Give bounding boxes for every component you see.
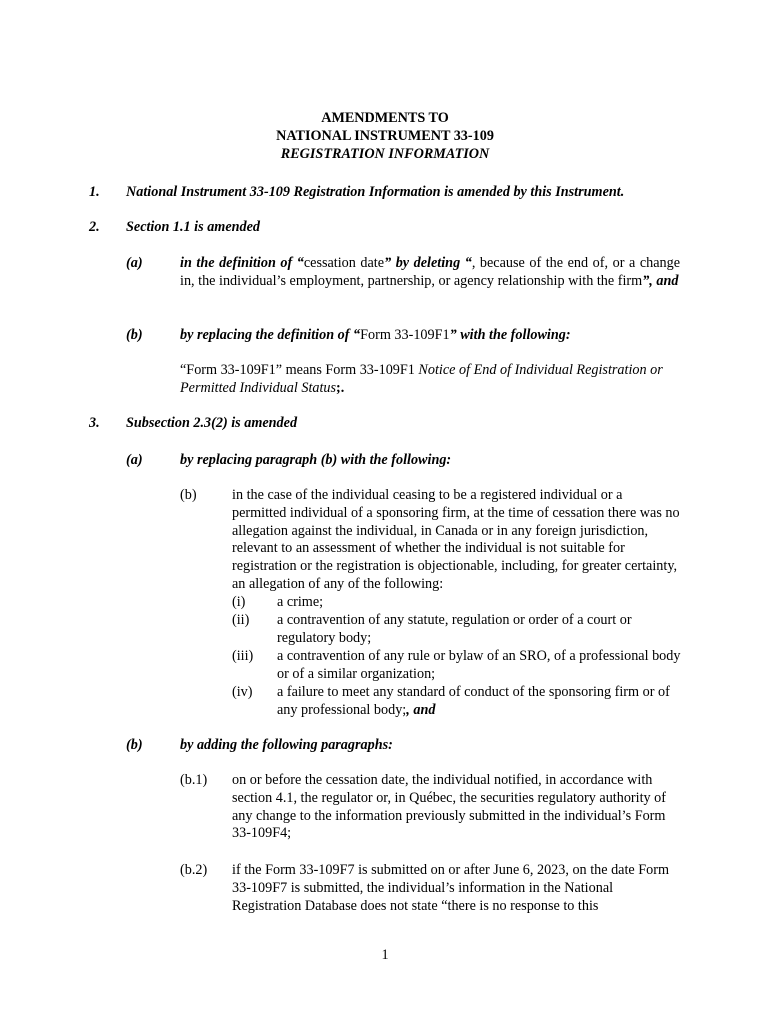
section-2a-deleted-text: , because of the end of, or a change in, the individual’s employment, partnership, or agency relationship with the firm bbox=[180, 255, 680, 289]
section-2b-text bbox=[180, 327, 680, 345]
subitem-i-text: a crime; bbox=[277, 594, 324, 610]
title-line-3: REGISTRATION INFORMATION bbox=[280, 146, 490, 162]
paragraph-b2-label: (b.2) bbox=[180, 862, 208, 878]
section-2b-quote bbox=[180, 362, 682, 398]
section-2-number: 2. bbox=[89, 219, 100, 235]
section-3-number: 3. bbox=[89, 415, 100, 431]
section-1-number: 1. bbox=[89, 184, 100, 200]
subitem-iv-label: (iv) bbox=[232, 684, 253, 700]
subitem-iii-text: a contravention of any rule or bylaw of an SRO, of a professional body or of a similar organization; bbox=[277, 648, 681, 682]
paragraph-b-label: (b) bbox=[180, 487, 197, 503]
section-1-text: National Instrument 33-109 Registration Information is amended by this Instrument. bbox=[126, 184, 625, 200]
section-2b-label: (b) bbox=[126, 327, 143, 343]
section-2a-end: ”, and bbox=[642, 272, 679, 289]
section-2a-label: (a) bbox=[126, 255, 143, 271]
quote-end: ;. bbox=[336, 379, 345, 396]
section-3b-text: by adding the following paragraphs: bbox=[180, 737, 393, 753]
section-2b-instruction: ” with the following: bbox=[449, 327, 571, 343]
subitem-iv-body: a failure to meet any standard of conduct of the sponsoring firm or of any professional body; bbox=[277, 684, 670, 718]
section-3a-label: (a) bbox=[126, 452, 143, 468]
paragraph-b-text: in the case of the individual ceasing to be a registered individual or a permitted individual of a sponsoring firm, at the time of cessation there was no allegation against the individual, in Canada or in any foreign jurisdiction, relevant to an assessment of whether the individual is not suitable for registration or the registration is objectionable, including, for greater certainty, an allegation of any of the following: bbox=[232, 487, 680, 592]
title-line-2: NATIONAL INSTRUMENT 33-109 bbox=[276, 128, 494, 144]
quote-plain: “Form 33-109F1” means Form 33-109F1 bbox=[180, 362, 419, 378]
section-2-heading: Section 1.1 is amended bbox=[126, 219, 260, 235]
section-3-heading: Subsection 2.3(2) is amended bbox=[126, 415, 298, 431]
section-3b-label: (b) bbox=[126, 737, 143, 753]
section-2a-lead: in the definition of “ bbox=[180, 255, 304, 271]
subitem-i-label: (i) bbox=[232, 594, 246, 610]
subitem-iii-label: (iii) bbox=[232, 648, 254, 664]
subitem-iv-end: , and bbox=[406, 701, 436, 718]
title-line-1: AMENDMENTS TO bbox=[321, 110, 449, 126]
section-2a-instruction: ” by deleting “ bbox=[384, 255, 472, 271]
subitem-ii-text: a contravention of any statute, regulation or order of a court or regulatory body; bbox=[277, 612, 632, 646]
section-2b-term: Form 33-109F1 bbox=[360, 327, 450, 343]
page-number: 1 bbox=[381, 947, 389, 963]
section-3a-text: by replacing paragraph (b) with the following: bbox=[180, 452, 452, 468]
paragraph-b1-text: on or before the cessation date, the individual notified, in accordance with section 4.1, the regulator or, in Québec, the securities regulatory authority of any change to the information previously submitted in the individual’s Form 33-109F4; bbox=[232, 772, 666, 842]
paragraph-b2-text: if the Form 33-109F7 is submitted on or after June 6, 2023, on the date Form 33-109F7 is submitted, the individual’s information in the National Registration Database does not state “there is no response to this bbox=[232, 862, 669, 914]
paragraph-b1-label: (b.1) bbox=[180, 772, 208, 788]
section-2b-lead: by replacing the definition of “ bbox=[180, 327, 361, 343]
section-2a-term: cessation date bbox=[303, 255, 385, 271]
quote-italic: Notice of End of Individual Registration or Permitted Individual Status bbox=[180, 362, 663, 396]
subitem-iv-text bbox=[277, 684, 683, 720]
section-2a-text bbox=[180, 255, 680, 291]
subitem-ii-label: (ii) bbox=[232, 612, 250, 628]
